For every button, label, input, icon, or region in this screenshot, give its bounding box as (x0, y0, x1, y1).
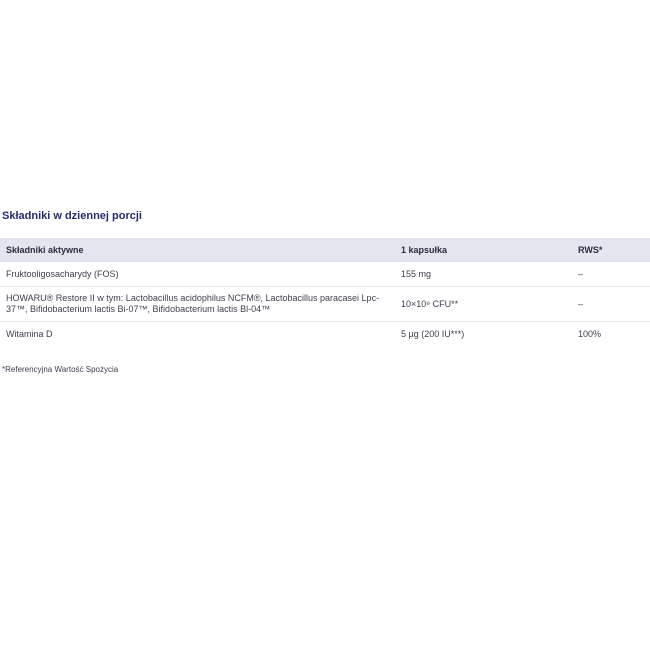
rws-cell: – (572, 262, 650, 287)
header-ingredient: Składniki aktywne (6, 245, 84, 255)
header-amount: 1 kapsułka (401, 245, 448, 255)
header-rws: RWS* (578, 245, 603, 255)
rws-cell: – (572, 287, 650, 322)
ingredients-table (0, 238, 650, 346)
ingredient-cell: HOWARU® Restore II w tym: Lactobacillus acidophilus NCFM®, Lactobacillus paracasei Lpc-37™, Bifidobacterium lactis Bi-07™, Bifidobacterium lactis Bl-04™ (0, 287, 395, 322)
table-row (0, 287, 650, 322)
amount-cell: 5 µg (200 IU***) (401, 328, 465, 339)
ingredient-cell: Fruktooligosacharydy (FOS) (0, 262, 395, 287)
footnote: *Referencyjna Wartość Spożycia (2, 365, 119, 374)
ingredients-section (0, 208, 650, 346)
ingredient-cell: Witamina D (6, 328, 53, 339)
table-header-row (0, 238, 650, 262)
rws-cell: 100% (578, 328, 602, 339)
amount-cell: 155 mg (395, 262, 572, 287)
table-row (0, 262, 650, 287)
table-row (0, 322, 650, 347)
amount-cell: 10×10⁹ CFU** (395, 287, 572, 322)
section-title: Składniki w dziennej porcji (2, 210, 142, 222)
